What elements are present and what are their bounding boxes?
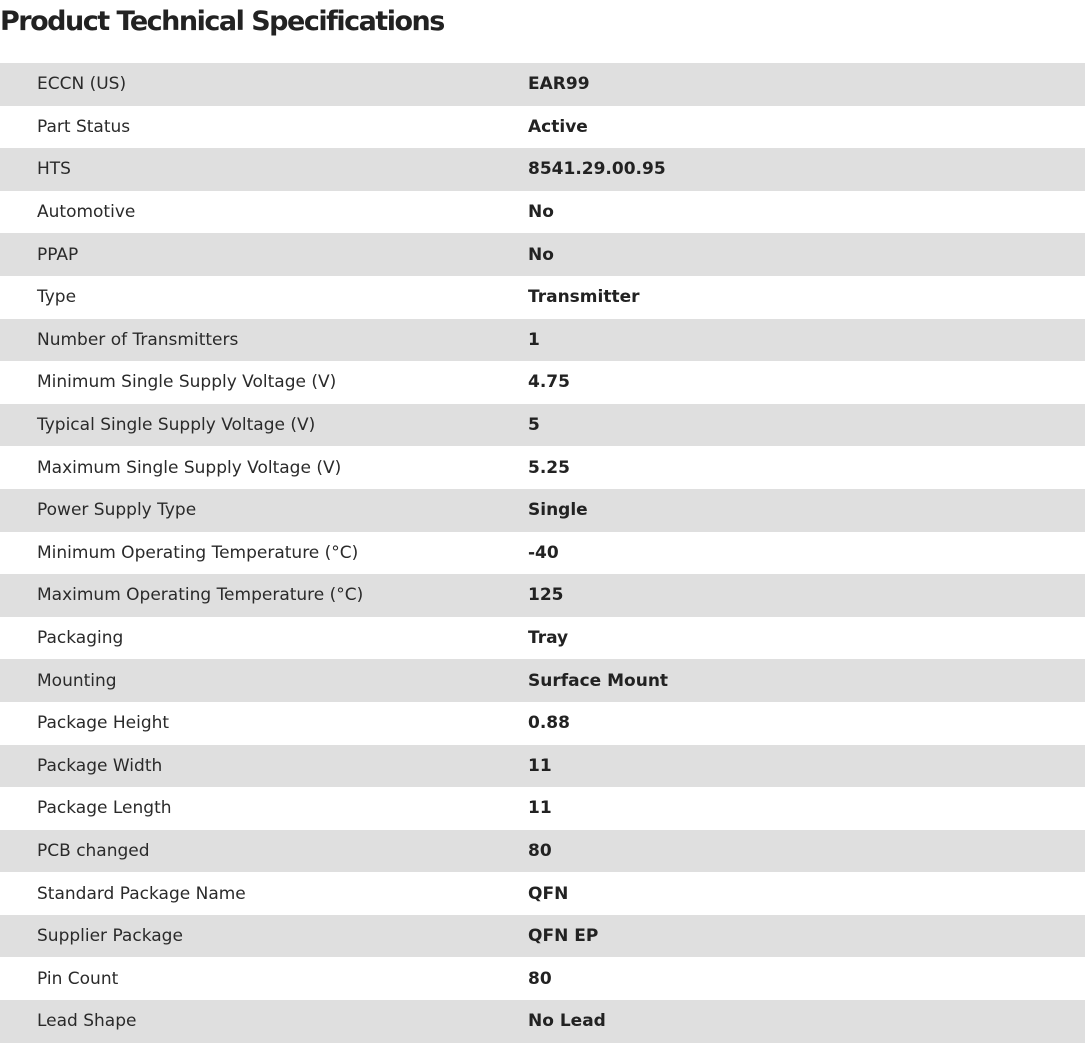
spec-row-typical-supply-voltage — [0, 404, 1085, 447]
spec-row-lead-shape — [0, 1000, 1085, 1043]
spec-value: EAR99 — [528, 74, 590, 95]
spec-label: Supplier Package — [37, 926, 183, 947]
spec-label: Automotive — [37, 202, 136, 223]
spec-label: Power Supply Type — [37, 500, 197, 521]
spec-value: Single — [528, 500, 588, 521]
spec-row-mounting — [0, 659, 1085, 702]
spec-label: Packaging — [37, 628, 124, 649]
spec-value: 11 — [528, 755, 552, 776]
spec-row-ppap — [0, 233, 1085, 276]
spec-label: Mounting — [37, 670, 117, 691]
spec-row-packaging — [0, 617, 1085, 660]
spec-label: Maximum Operating Temperature (°C) — [37, 585, 364, 606]
spec-row-package-length — [0, 787, 1085, 830]
spec-row-max-operating-temp — [0, 574, 1085, 617]
spec-label: Minimum Single Supply Voltage (V) — [37, 372, 337, 393]
spec-value: 5.25 — [528, 457, 570, 478]
page-title: Product Technical Specifications — [0, 6, 444, 37]
spec-value: -40 — [528, 542, 559, 563]
spec-row-number-of-transmitters — [0, 319, 1085, 362]
spec-value: 80 — [528, 840, 552, 861]
spec-row-min-supply-voltage — [0, 361, 1085, 404]
spec-value: 8541.29.00.95 — [528, 159, 666, 180]
spec-value: 5 — [528, 415, 540, 436]
spec-value: Active — [528, 116, 588, 137]
spec-label: Pin Count — [37, 968, 119, 989]
spec-value: No Lead — [528, 1011, 606, 1032]
spec-value: QFN EP — [528, 926, 599, 947]
spec-value: Tray — [528, 628, 569, 649]
spec-label: Maximum Single Supply Voltage (V) — [37, 457, 342, 478]
spec-value: 80 — [528, 968, 552, 989]
spec-label: PPAP — [37, 244, 79, 265]
spec-label: HTS — [37, 159, 71, 180]
spec-row-type — [0, 276, 1085, 319]
spec-row-power-supply-type — [0, 489, 1085, 532]
spec-label: Package Height — [37, 713, 170, 734]
spec-row-pin-count — [0, 957, 1085, 1000]
spec-value: 11 — [528, 798, 552, 819]
spec-row-part-status — [0, 106, 1085, 149]
spec-label: PCB changed — [37, 840, 150, 861]
spec-label: Number of Transmitters — [37, 329, 239, 350]
spec-row-min-operating-temp — [0, 532, 1085, 575]
spec-value: 125 — [528, 585, 564, 606]
spec-row-automotive — [0, 191, 1085, 234]
spec-label: ECCN (US) — [37, 74, 127, 95]
spec-row-hts — [0, 148, 1085, 191]
spec-row-supplier-package — [0, 915, 1085, 958]
spec-label: Typical Single Supply Voltage (V) — [37, 415, 316, 436]
spec-value: Transmitter — [528, 287, 640, 308]
spec-label: Package Length — [37, 798, 172, 819]
spec-table — [0, 63, 1085, 1043]
spec-row-max-supply-voltage — [0, 446, 1085, 489]
spec-value: QFN — [528, 883, 569, 904]
spec-value: Surface Mount — [528, 670, 669, 691]
spec-value: 0.88 — [528, 713, 570, 734]
spec-value: 1 — [528, 329, 540, 350]
spec-label: Standard Package Name — [37, 883, 246, 904]
spec-label: Part Status — [37, 116, 131, 137]
spec-value: 4.75 — [528, 372, 570, 393]
spec-row-pcb-changed — [0, 830, 1085, 873]
spec-row-package-width — [0, 745, 1085, 788]
spec-label: Lead Shape — [37, 1011, 137, 1032]
spec-label: Type — [37, 287, 77, 308]
spec-value: No — [528, 202, 554, 223]
spec-row-standard-package-name — [0, 872, 1085, 915]
spec-label: Minimum Operating Temperature (°C) — [37, 542, 359, 563]
spec-value: No — [528, 244, 554, 265]
spec-label: Package Width — [37, 755, 163, 776]
spec-row-package-height — [0, 702, 1085, 745]
spec-row-eccn — [0, 63, 1085, 106]
